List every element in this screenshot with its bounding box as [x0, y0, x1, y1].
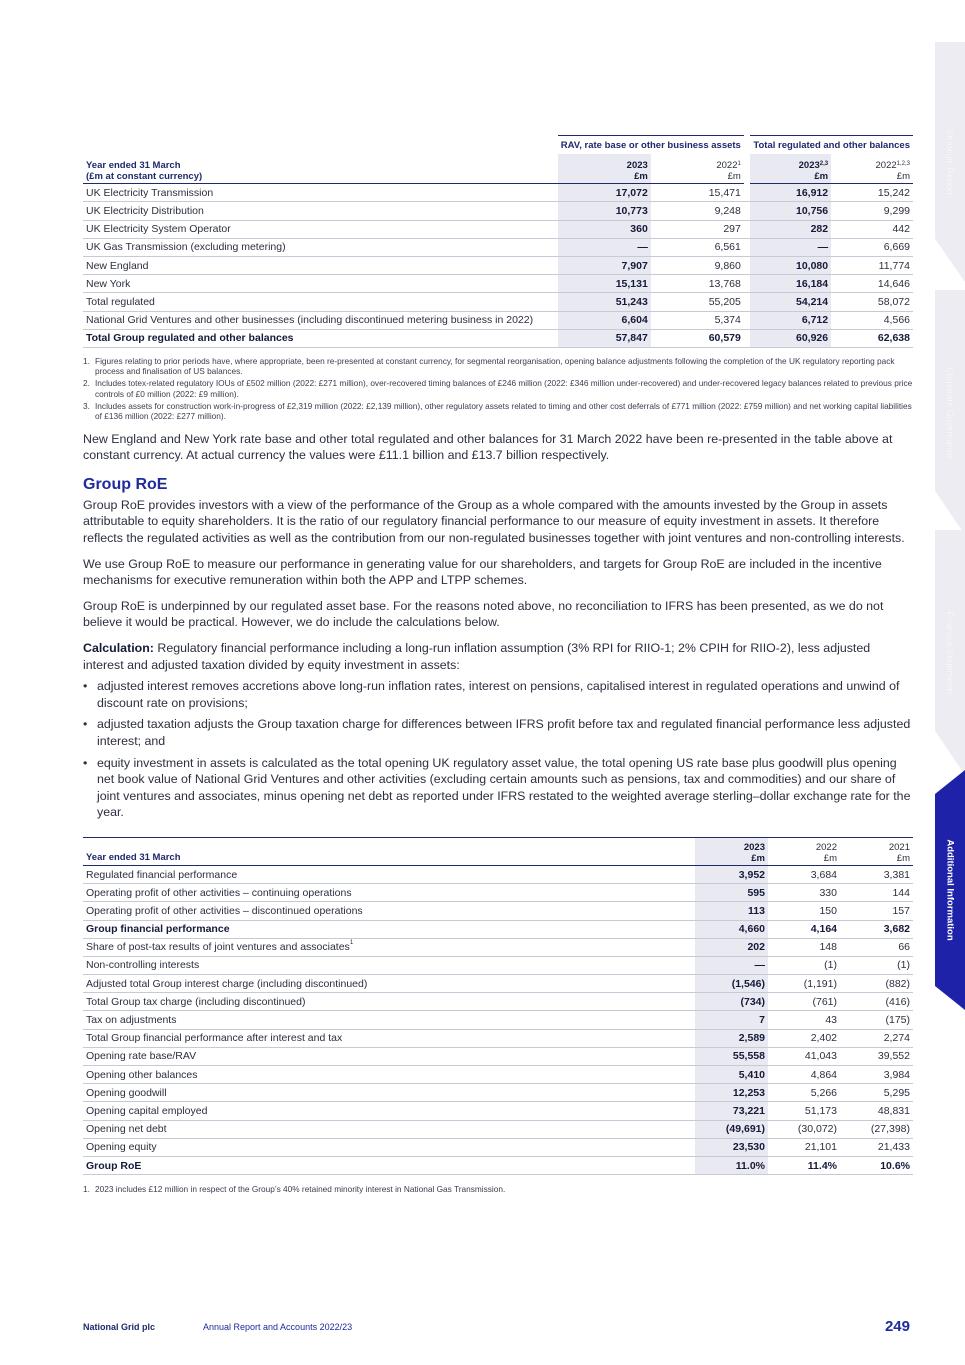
row-label: New England — [83, 256, 558, 274]
cell-2023: 17,072 — [558, 184, 651, 202]
cell-2022: (761) — [768, 993, 840, 1011]
cell-2022: 15,471 — [651, 184, 744, 202]
cell-2023: 6,604 — [558, 311, 651, 329]
cell-total-2023: 10,080 — [750, 256, 831, 274]
cell-2022: 9,248 — [651, 202, 744, 220]
t1-unit-3: £m — [814, 171, 829, 183]
t1-year-4-sup: 1,2,3 — [896, 161, 910, 168]
cell-2021: 48,831 — [840, 1102, 913, 1120]
t2-unit-1: £m — [751, 852, 765, 864]
table-row — [83, 1156, 913, 1174]
t2-unit-3: £m — [896, 852, 910, 864]
cell-total-2022: 14,646 — [831, 275, 913, 293]
row-label: Group financial performance — [83, 920, 695, 938]
row-label: Share of post-tax results of joint ventures and associates$^1$ — [83, 938, 695, 956]
cell-2021: 66 — [840, 938, 913, 956]
footer-report: Annual Report and Accounts 2022/23 — [203, 1322, 353, 1332]
cell-2023: (49,691) — [695, 1120, 768, 1138]
cell-total-2022: 58,072 — [831, 293, 913, 311]
cell-2023: 5,410 — [695, 1066, 768, 1084]
cell-2023: 11.0% — [695, 1156, 768, 1174]
cell-total-2023: — — [750, 238, 831, 256]
rav-balances-table — [83, 135, 913, 348]
t1-year-3: 2023 — [798, 160, 820, 172]
cell-total-2023: 6,712 — [750, 311, 831, 329]
cell-2021: (416) — [840, 993, 913, 1011]
footer-company: National Grid plc — [83, 1322, 156, 1332]
cell-2021: 2,274 — [840, 1029, 913, 1047]
row-label: Adjusted total Group interest charge (including discontinued) — [83, 975, 695, 993]
cell-2023: 3,952 — [695, 865, 768, 883]
para-3: Group RoE is underpinned by our regulated asset base. For the reasons noted above, no reconciliation to IFRS has been presented, as we do not believe it would be practical. However, we do include the calculations below. — [83, 598, 884, 630]
cell-2023: 23,530 — [695, 1138, 768, 1156]
cell-2022: 21,101 — [768, 1138, 840, 1156]
table-row — [83, 1084, 913, 1102]
cell-2022: 51,173 — [768, 1102, 840, 1120]
cell-2021: 3,984 — [840, 1066, 913, 1084]
para-ne-ny: New England and New York rate base and other total regulated and other balances for 31 March 2022 have been re-presented in the table above at constant currency. At actual currency the values were £11.1 billion and £13.7 billion respectively. — [83, 431, 893, 463]
tab-corporate-governance[interactable]: Corporate Governance — [935, 290, 965, 535]
para-1: Group RoE provides investors with a view of the performance of the Group as a whole compared with the amounts invested by the Group in assets attributable to equity shareholders. It is the ratio of our regulatory financial performance to our measure of equity investment in assets. It therefore reflects the regulated activities as well as the contribution from our non-regulated businesses together with joint ventures and non-controlling interests. — [83, 497, 905, 546]
table-row — [83, 956, 913, 974]
t2-year-3: 2021 — [888, 841, 910, 853]
row-label: Operating profit of other activities – continuing operations — [83, 884, 695, 902]
cell-2022: 297 — [651, 220, 744, 238]
cell-2022: (30,072) — [768, 1120, 840, 1138]
cell-2022: 11.4% — [768, 1156, 840, 1174]
table-row — [83, 1011, 913, 1029]
footnote: 2. Includes totex-related regulatory IOUs of £502 million (2022: £271 million), over-recovered timing balances of £246 million (2022: £346 million under-recovered) and under-recovered legacy balances related to previous price controls of £0 million (2022: £9 million). — [83, 378, 913, 399]
cell-2022: 60,579 — [651, 329, 744, 347]
t2-year-2: 2022 — [815, 841, 837, 853]
cell-2022: 41,043 — [768, 1047, 840, 1065]
t1-unit-2: £m — [727, 171, 741, 183]
row-label: Total regulated — [83, 293, 558, 311]
row-label: National Grid Ventures and other businesses (including discontinued metering business in 2022) — [83, 311, 558, 329]
t1-year-1: 2023 — [626, 160, 648, 172]
cell-total-2023: 10,756 — [750, 202, 831, 220]
cell-2023: 7,907 — [558, 256, 651, 274]
row-label: Opening equity — [83, 1138, 695, 1156]
list-item: • equity investment in assets is calculated as the total opening UK regulatory asset value, the total opening US rate base plus goodwill plus opening net book value of National Grid Ventures and other activities (excluding certain amounts such as pensions, tax and commodities) and our share of joint ventures and associates, minus opening net debt as reported under IFRS restated to the weighted average sterling–dollar exchange rate for the year. — [83, 755, 911, 820]
cell-2023: 113 — [695, 902, 768, 920]
t1-year-4: 2022 — [875, 160, 897, 172]
cell-2021: 157 — [840, 902, 913, 920]
table-row — [83, 329, 913, 347]
cell-2021: (27,398) — [840, 1120, 913, 1138]
cell-2022: 150 — [768, 902, 840, 920]
table1-header-label-2: (£m at constant currency) — [86, 171, 203, 183]
t1-unit-4: £m — [896, 171, 910, 183]
table-row — [83, 238, 913, 256]
cell-2021: 3,682 — [840, 920, 913, 938]
row-label: UK Electricity Distribution — [83, 202, 558, 220]
table-row — [83, 884, 913, 902]
cell-2023: (1,546) — [695, 975, 768, 993]
row-label: New York — [83, 275, 558, 293]
page-number: 249 — [884, 1318, 910, 1335]
cell-2022: 2,402 — [768, 1029, 840, 1047]
cell-2021: (882) — [840, 975, 913, 993]
row-label: UK Electricity System Operator — [83, 220, 558, 238]
row-label: Opening capital employed — [83, 1102, 695, 1120]
cell-2023: (734) — [695, 993, 768, 1011]
cell-total-2023: 54,214 — [750, 293, 831, 311]
tab-strategic-report[interactable]: Strategic Report — [935, 42, 965, 282]
table-row — [83, 993, 913, 1011]
group-roe-table — [83, 837, 913, 1175]
cell-2022: 13,768 — [651, 275, 744, 293]
row-label: Regulated financial performance — [83, 865, 695, 883]
cell-2021: 10.6% — [840, 1156, 913, 1174]
cell-2022: (1) — [768, 956, 840, 974]
table-row — [83, 938, 913, 956]
cell-total-2022: 9,299 — [831, 202, 913, 220]
cell-total-2022: 442 — [831, 220, 913, 238]
para-calculation — [83, 640, 913, 673]
table-row — [83, 1029, 913, 1047]
cell-2021: 39,552 — [840, 1047, 913, 1065]
table-row — [83, 256, 913, 274]
cell-2021: (175) — [840, 1011, 913, 1029]
table2-header-label: Year ended 31 March — [83, 837, 695, 865]
t1-year-3-sup: 2,3 — [819, 161, 829, 168]
cell-2022: 4,164 — [768, 920, 840, 938]
calc-text: Regulatory financial performance including a long-run inflation assumption (3% RPI for RIIO-1; 2% CPIH for RIIO-2), less adjusted interest and adjusted taxation divided by equity investment in assets: — [83, 641, 871, 672]
t1-unit-1: £m — [634, 171, 648, 183]
cell-2022: 55,205 — [651, 293, 744, 311]
cell-2022: 4,864 — [768, 1066, 840, 1084]
footnote: 3. Includes assets for construction work-in-progress of £2,319 million (2022: £2,139 million), other regulatory assets related to timing and other cost deferrals of £771 million (2022: £759 million) and net working capital liabilities of £136 million (2022: £277 million). — [83, 401, 912, 422]
page-content — [83, 0, 913, 1196]
row-label: Opening rate base/RAV — [83, 1047, 695, 1065]
cell-total-2022: 4,566 — [831, 311, 913, 329]
cell-2022: 9,860 — [651, 256, 744, 274]
cell-2023: — — [695, 956, 768, 974]
cell-2022: 5,374 — [651, 311, 744, 329]
table-row — [83, 202, 913, 220]
cell-total-2023: 282 — [750, 220, 831, 238]
table-row — [83, 865, 913, 883]
row-label: UK Gas Transmission (excluding metering) — [83, 238, 558, 256]
t1-year-2-sup: 1 — [737, 161, 741, 168]
list-item: • adjusted taxation adjusts the Group taxation charge for differences between IFRS profit before tax and regulated financial performance less adjusted interest; and — [83, 717, 911, 748]
cell-2021: (1) — [840, 956, 913, 974]
cell-2023: 2,589 — [695, 1029, 768, 1047]
table-row — [83, 1066, 913, 1084]
row-label: UK Electricity Transmission — [83, 184, 558, 202]
cell-2023: 360 — [558, 220, 651, 238]
t2-unit-2: £m — [823, 852, 837, 864]
cell-2023: 12,253 — [695, 1084, 768, 1102]
table-row — [83, 275, 913, 293]
cell-2022: (1,191) — [768, 975, 840, 993]
table-row — [83, 184, 913, 202]
cell-2023: 4,660 — [695, 920, 768, 938]
cell-2022: 43 — [768, 1011, 840, 1029]
cell-2023: 51,243 — [558, 293, 651, 311]
cell-total-2023: 16,184 — [750, 275, 831, 293]
cell-2022: 330 — [768, 884, 840, 902]
table-row — [83, 293, 913, 311]
cell-2021: 3,381 — [840, 865, 913, 883]
list-item: • adjusted interest removes accretions above long-run inflation rates, interest on pensions, capitalised interest in regulated operations and unwind of discount rate on provisions; — [83, 679, 900, 710]
para-2: We use Group RoE to measure our performance in generating value for our shareholders, and targets for Group RoE are included in the incentive mechanisms for executive remuneration within both the APP and LTPP schemes. — [83, 556, 882, 588]
cell-2023: — — [558, 238, 651, 256]
table-row — [83, 1120, 913, 1138]
cell-2023: 7 — [695, 1011, 768, 1029]
row-label: Opening net debt — [83, 1120, 695, 1138]
table-row — [83, 1102, 913, 1120]
table-row — [83, 975, 913, 993]
cell-2022: 148 — [768, 938, 840, 956]
table-row — [83, 1138, 913, 1156]
cell-2022: 3,684 — [768, 865, 840, 883]
table-row — [83, 902, 913, 920]
footnote: 1. Figures relating to prior periods have, where appropriate, been re-presented at constant currency, for segmental reorganisation, opening balance adjustments following the completion of the UK regulatory reporting pack process and finalisation of US balances. — [83, 355, 895, 377]
tab-financial-statements[interactable]: Financial Statements — [935, 530, 965, 775]
cell-total-2023: 16,912 — [750, 184, 831, 202]
table2-footnote: 1. 2023 includes £12 million in respect of the Group’s 40% retained minority interest in National Gas Transmission. — [83, 1184, 506, 1195]
table-row — [83, 220, 913, 238]
table-row — [83, 1047, 913, 1065]
cell-2022: 5,266 — [768, 1084, 840, 1102]
cell-2023: 73,221 — [695, 1102, 768, 1120]
cell-total-2022: 6,669 — [831, 238, 913, 256]
table-row — [83, 311, 913, 329]
section-title: Group RoE — [83, 475, 168, 493]
group-header-rav: RAV, rate base or other business assets — [560, 139, 741, 151]
row-label: Operating profit of other activities – discontinued operations — [83, 902, 695, 920]
cell-2021: 21,433 — [840, 1138, 913, 1156]
cell-2023: 55,558 — [695, 1047, 768, 1065]
row-label: Tax on adjustments — [83, 1011, 695, 1029]
row-label: Opening goodwill — [83, 1084, 695, 1102]
cell-total-2023: 60,926 — [750, 329, 831, 347]
cell-2021: 144 — [840, 884, 913, 902]
cell-2022: 6,561 — [651, 238, 744, 256]
footer — [83, 1318, 913, 1338]
row-label: Total Group regulated and other balances — [83, 329, 558, 347]
t2-year-1: 2023 — [743, 841, 765, 853]
cell-2023: 15,131 — [558, 275, 651, 293]
cell-2023: 202 — [695, 938, 768, 956]
table-row — [83, 920, 913, 938]
row-label: Opening other balances — [83, 1066, 695, 1084]
row-label: Total Group tax charge (including discontinued) — [83, 993, 695, 1011]
cell-total-2022: 15,242 — [831, 184, 913, 202]
tab-additional-information[interactable]: Additional Information — [935, 770, 965, 1010]
table1-footnotes — [83, 356, 913, 422]
cell-2023: 10,773 — [558, 202, 651, 220]
calc-label: Calculation: — [83, 641, 154, 655]
cell-total-2022: 62,638 — [831, 329, 913, 347]
cell-2021: 5,295 — [840, 1084, 913, 1102]
cell-2023: 57,847 — [558, 329, 651, 347]
t1-year-2: 2022 — [716, 160, 738, 172]
row-label: Group RoE — [83, 1156, 695, 1174]
row-label: Total Group financial performance after interest and tax — [83, 1029, 695, 1047]
bullet-list — [83, 678, 913, 821]
cell-total-2022: 11,774 — [831, 256, 913, 274]
cell-2023: 595 — [695, 884, 768, 902]
table1-header-label-1: Year ended 31 March — [86, 160, 181, 172]
group-header-total: Total regulated and other balances — [753, 139, 910, 151]
row-label: Non-controlling interests — [83, 956, 695, 974]
